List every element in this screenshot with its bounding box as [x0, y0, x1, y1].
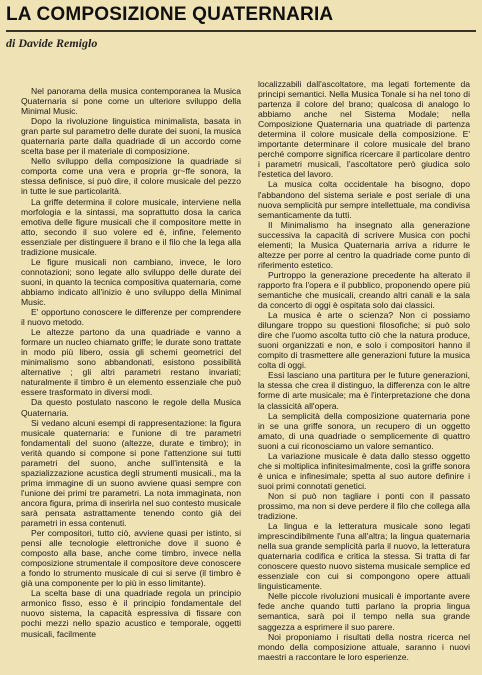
- paragraph: Il Minimalismo ha insegnato alla generazione successiva la capacità di scrivere Musica con pochi elementi; la Musica Quaternaria arriva a ridurre le altezze per porre al centro la quadriade come punto di riferimento estetico.: [258, 219, 470, 270]
- paragraph: La lingua e la letteratura musicale sono legati imprescindibilmente l'una all'altra; la lingua quaternaria nella sua grande semplicità parla il nuovo, la letteratura quaternaria codifica e critica la stessa. Si tratta di far conoscere questo nuovo sistema musicale semplice ed essenziale con cui si compongono opere attuali linguisticamente.: [258, 521, 470, 592]
- paragraph: Essi lasciano una partitura per le future generazioni, la stessa che crea il distinguo, la differenza con le altre forme di arte musicale; ma è l'interpretazione che dona la classicità all'opera.: [258, 370, 470, 411]
- paragraph: localizzabili dall'ascoltatore, ma legati fortemente da principi semantici. Nella Musica Tonale si ha nel tono di partenza il colore del brano; qualcosa di analogo lo abbiamo anche nel Sistema Modale; nella Composizione Quaternaria una quatriade di partenza determina il colore musicale della composizione. E' importante determinare il colore musicale del brano perché comporre significa ricercare il particolare dentro i parametri musicali, l'ascoltatore però giudica solo l'estetica del lavoro.: [258, 79, 470, 180]
- paragraph: La musica colta occidentale ha bisogno, dopo l'abbandono del sistema seriale e post seriale di una nuova semplicità pur sempre intellettuale, ma condivisa semanticamente da tutti.: [258, 179, 470, 220]
- title-divider: [6, 30, 476, 32]
- paragraph: Nello sviluppo della composizione la quadriade si comporta come una vera e propria gr~ffe sonora, la stessa definisce, si può dire, il colore musicale del pezzo in tutte le sue particolarità.: [21, 156, 241, 197]
- paragraph: Purtroppo la generazione precedente ha alterato il rapporto fra l'opera e il pubblico, proponendo opere più semantiche che musicali, creando altri canali e la sala da concerto di oggi è ospitata solo dai classici.: [258, 269, 470, 311]
- paragraph: Dopo la rivoluzione linguistica minimalista, basata in gran parte sul parametro delle durate dei suoni, la musica quaternaria parte dalla quadriade di un accordo come scelta base per il materiale di composizione.: [21, 116, 241, 157]
- paragraph: La variazione musicale è data dallo stesso oggetto che si moltiplica infinitesimalmente, così la griffe sonora è unica e infinesimale; spetta al suo autore definire i suoi primi connotati genetici.: [258, 450, 470, 491]
- paragraph: La musica è arte o scienza? Non ci possiamo dilungare troppo su questioni filosofiche; si può solo dire che l'uomo ascolta tutto ciò che la natura produce, suoni organizzati e non, e solo i compositori hanno il compito di trasmettere alle generazioni future la musica colta di oggi.: [258, 310, 470, 371]
- article-title: LA COMPOSIZIONE QUATERNARIA: [6, 4, 334, 25]
- paragraph: Per compositori, tutto ciò, avviene quasi per istinto, si pensi alle tecnologie elettroniche dove il suono è composto alla base, anche come timbro, invece nella composizione strumentale il compositore deve conoscere a fondo lo strumento musicale di cui si serve (il timbro è già una componente per lo più in esso limitante).: [21, 528, 241, 589]
- article-author: di Davide Remiglo: [6, 36, 98, 50]
- paragraph: Nel panorama della musica contemporanea la Musica Quaternaria si pone come un ulteriore sviluppo della Minimal Music.: [21, 86, 241, 117]
- paragraph: Noi proponiamo i risultati della nostra ricerca nel mondo della composizione attuale, saranno i nuovi maestri a raccontare le loro esperienze.: [258, 631, 470, 662]
- paragraph: Non si può non tagliare i ponti con il passato prossimo, ma non si deve perdere il filo che collega alla tradizione.: [258, 490, 470, 522]
- paragraph: Le altezze partono da una quadriade e vanno a formare un nucleo chiamato griffe; le durate sono trattate in modo più libero, ossia gli schemi geometrici del minimalismo sono abbandonati, esistono possibilità alternative ; gli altri parametri restano invariati; naturalmente il timbro è un elemento essenziale che può essere trasformato in diversi modi.: [21, 327, 241, 398]
- paragraph: Le figure musicali non cambiano, invece, le loro connotazioni; sono legate allo sviluppo delle durate dei suoni, in quanto la tecnica compositiva quaternaria, come abbiamo indicato all'inizio è uno sviluppo della Minimal Music.: [21, 256, 241, 307]
- paragraph: Nelle piccole rivoluzioni musicali è importante avere fede anche quando tutti parlano la propria lingua semantica, sarà poi il tempo nella sua grande saggezza a esprimere il suo parere.: [258, 591, 470, 632]
- paragraph: La scelta base di una quadriade regola un principio armonico fisso, esso è il principio fondamentale del nuovo sistema, la capacità espressiva di fissare con pochi mezzi nello spazio acustico e temporale, oggetti musicali, facilmente: [21, 588, 241, 639]
- paragraph: Da questo postulato nascono le regole della Musica Quaternaria.: [21, 397, 241, 418]
- left-column: [21, 86, 241, 672]
- right-column: [258, 79, 470, 665]
- paragraph: La griffe determina il colore musicale, interviene nella morfologia e la sintassi, ma soprattutto dosa la carica emotiva delle figure musicali che il compositore mette in atto, secondo il suo volere ed è, infine, l'elemento essenziale per distinguere il brano e il filo che la lega alla tradizione musicale.: [21, 196, 241, 257]
- paragraph: Si vedano alcuni esempi di rappresentazione: la figura musicale quaternaria: e l'unione di tre parametri fondamentali del suono (altezze, durate e timbro); in verità quando si compone si pone l'attenzione sui tutti parametri del suono, anche sull'intensità e la spazializzazione acustica degli strumenti musicali., ma la prima immagine di un suono avviene quasi sempre con l'unione dei primi tre parametri. La nota immaginata, non ancora figura, prima di inserirla nel suo contesto musicale sarà pensata astrattamente tenendo conto già dei parametri in essa contenuti.: [21, 417, 241, 529]
- paragraph: La semplicità della composizione quaternaria pone in se una griffe sonora, un recupero di un oggetto amato, di una quadriade o semplicemente di quattro suoni a cui riconosciamo un valore semantico.: [258, 410, 470, 451]
- paragraph: E' opportuno conoscere le differenze per comprendere il nuovo metodo.: [21, 307, 241, 328]
